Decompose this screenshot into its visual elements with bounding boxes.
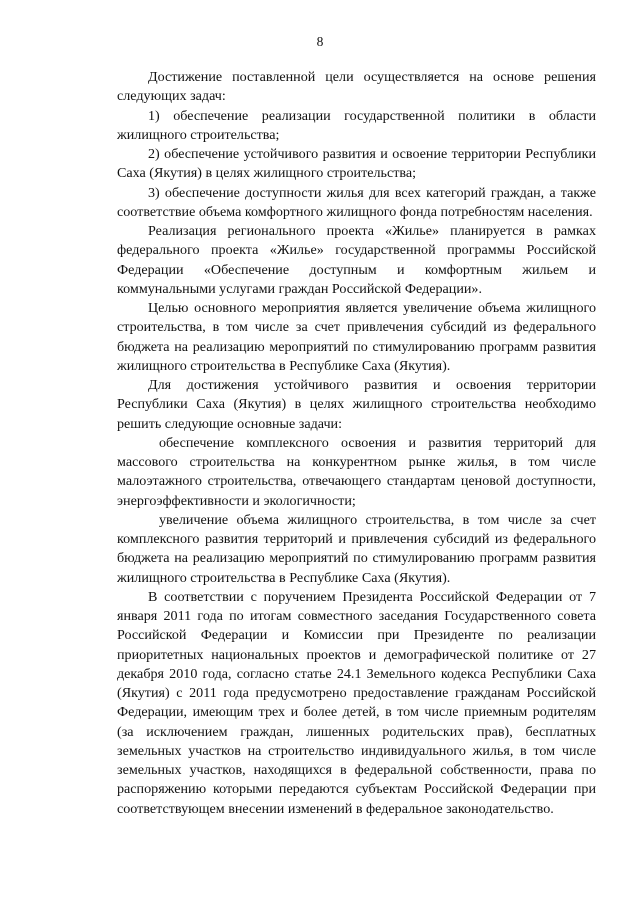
paragraph-regional-project: Реализация регионального проекта «Жилье» планируется в рамках федерального проекта «Жилье» государственной программы Российской Федерации «Обеспечение доступным и комфортным жильем и коммунальными услугами граждан Российской Федерации».	[117, 223, 596, 297]
paragraph-integrated-development: обеспечение комплексного освоения и развития территорий для массового строительства на конкурентном рынке жилья, в том числе малоэтажного строительства, отвечающего стандартам ценовой доступности, энергоэффективности и экологичности;	[117, 434, 596, 509]
paragraph-main-activity-goal: Целью основного мероприятия является увеличение объема жилищного строительства, в том числе за счет привлечения субсидий из федерального бюджета на реализацию мероприятий по стимулированию программ развития жилищного строительства в Республике Саха (Якутия).	[117, 300, 596, 374]
paragraph-task-1: 1) обеспечение реализации государственной политики в области жилищного строительства;	[117, 107, 596, 143]
paragraph-construction-increase: увеличение объема жилищного строительства, в том числе за счет комплексного развития территорий и привлечения субсидий из федерального бюджета на реализацию мероприятий по стимулированию программ развития жилищного строительства в Республике Саха (Якутия).	[117, 511, 596, 586]
paragraph-task-2: 2) обеспечение устойчивого развития и освоение территории Республики Саха (Якутия) в целях жилищного строительства;	[117, 146, 596, 182]
document-body	[117, 68, 596, 819]
paragraph-task-3: 3) обеспечение доступности жилья для всех категорий граждан, а также соответствие объема комфортного жилищного фонда потребностям населения.	[117, 184, 596, 220]
paragraph-presidential-order: В соответствии с поручением Президента Российской Федерации от 7 января 2011 года по итогам совместного заседания Государственного совета Российской Федерации и Комиссии при Президенте по реализации приоритетных национальных проектов и демографической политике от 27 декабря 2010 года, согласно статье 24.1 Земельного кодекса Республики Саха (Якутия) с 2011 года предусмотрено предоставление гражданам Российской Федерации, имеющим трех и более детей, в том числе приемным родителям (за исключением граждан, лишенных родительских прав), бесплатных земельных участков на строительство индивидуального жилья, в том числе земельных участков, находящихся в федеральной собственности, права по распоряжению которыми передаются субъектам Российской Федерации при соответствующем внесении изменений в федеральное законодательство.	[117, 588, 596, 817]
paragraph-sustainable-development: Для достижения устойчивого развития и освоения территории Республики Саха (Якутия) в целях жилищного строительства необходимо решить следующие основные задачи:	[117, 377, 596, 432]
paragraph-goal-intro: Достижение поставленной цели осуществляется на основе решения следующих задач:	[117, 69, 596, 105]
page-number: 8	[316, 34, 324, 49]
